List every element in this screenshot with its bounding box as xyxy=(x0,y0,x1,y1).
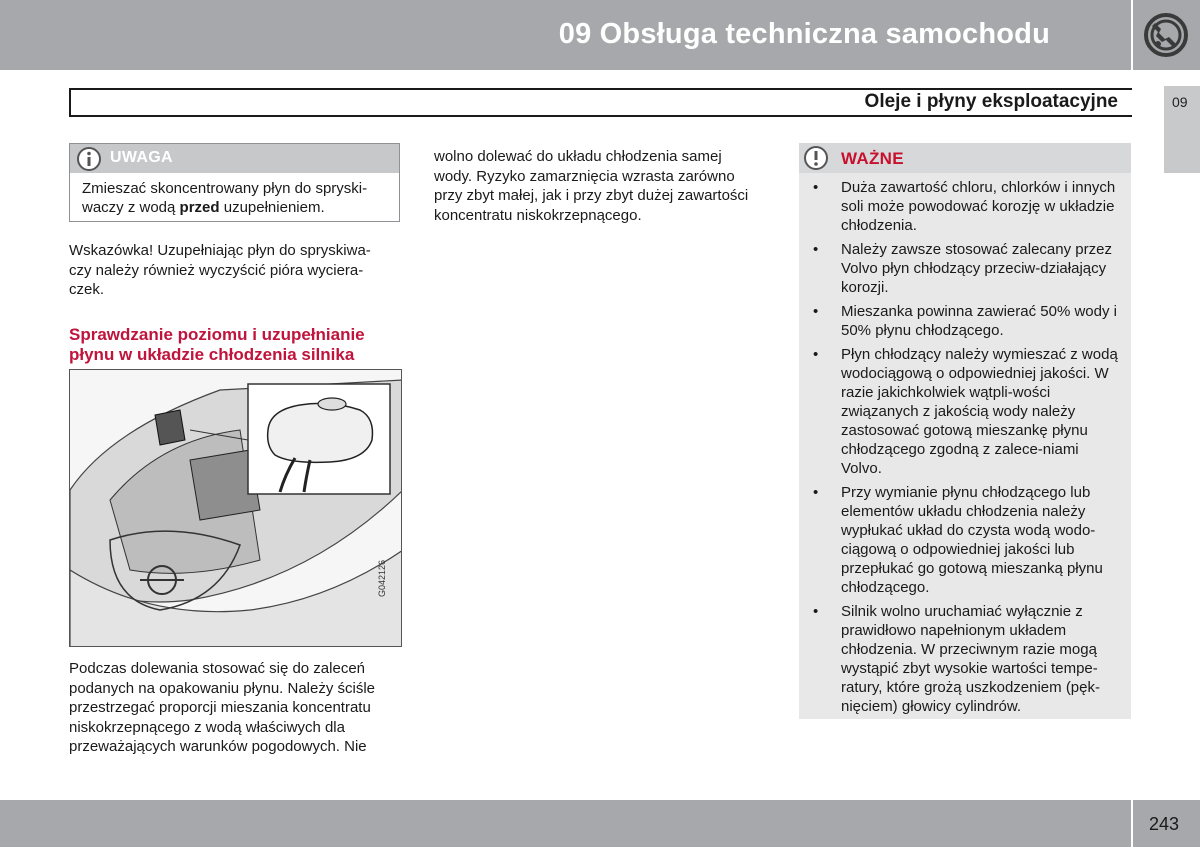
subheading xyxy=(69,325,404,365)
wazne-item: • Mieszanka powinna zawierać 50% wody i 50% płynu chłodzącego. xyxy=(799,302,1119,340)
wazne-item: • Duża zawartość chloru, chlorków i innych soli może powodować korozję w układzie chłodzenia. xyxy=(799,178,1119,235)
footer-bar xyxy=(0,800,1131,847)
side-tab-number: 09 xyxy=(1172,94,1188,110)
wazne-item: • Przy wymianie płynu chłodzącego lub elementów układu chłodzenia należy wypłukać układ do czysta wodą wodo-ciągową o odpowiedniej jakości lub przepłukać go gotową mieszanką płynu chłodzącego. xyxy=(799,483,1119,597)
engine-coolant-figure xyxy=(69,369,402,647)
header-bar xyxy=(0,0,1131,70)
para-line: podanych na opakowaniu płynu. Należy ściśle xyxy=(69,679,376,697)
uwaga-text-after: uzupełnieniem. xyxy=(219,199,325,216)
wazne-item: • Silnik wolno uruchamiać wyłącznie z prawidłowo napełnionym układem chłodzenia. W przeciwnym razie mogą wystąpić zbyt wysokie wartości tempe-ratury, które grożą uszkodzeniem (pęk-nięciem) głowicy cylindrów. xyxy=(799,602,1119,716)
tip-paragraph xyxy=(69,241,404,300)
wazne-list xyxy=(799,173,1131,716)
section-frame xyxy=(69,88,1132,117)
middle-line: przy zbyt małej, jak i przy zbyt dużej zawartości xyxy=(434,187,749,204)
para-line: Podczas dolewania stosować się do zaleceń xyxy=(69,660,366,677)
header-icon-box xyxy=(1133,0,1200,70)
para-line: przeważających warunków pogodowych. Nie xyxy=(69,738,367,755)
engine-bay-illustration xyxy=(70,370,402,647)
uwaga-text-bold: przed xyxy=(179,199,220,216)
exclamation-icon xyxy=(803,145,829,171)
subheading-line: Sprawdzanie poziomu i uzupełnianie xyxy=(69,325,365,344)
wrench-gear-icon xyxy=(1141,11,1191,59)
wazne-warning xyxy=(799,143,1131,719)
wazne-label: WAŻNE xyxy=(841,149,904,168)
middle-line: wody. Ryzyko zamarznięcia wzrasta zarówno xyxy=(434,167,735,185)
page-number: 243 xyxy=(1149,814,1180,834)
uwaga-text-before: Zmieszać skoncentrowany płyn do spryski-waczy z wodą xyxy=(82,180,368,216)
uwaga-label: UWAGA xyxy=(110,149,173,166)
chapter-title: 09 Obsługa techniczna samochodu xyxy=(558,18,1050,50)
subheading-line: płynu w układzie chłodzenia silnika xyxy=(69,345,355,364)
wazne-item: • Płyn chłodzący należy wymieszać z wodą wodociągową o odpowiedniej jakości. W razie jakichkolwiek wątpli-wości związanych z jakością wody należy zastosować gotową mieszankę płynu chłodzącego zgodną z zalece-niami Volvo. xyxy=(799,345,1119,478)
chapter-side-tab xyxy=(1164,86,1200,173)
tip-line: czek. xyxy=(69,281,105,298)
wazne-header xyxy=(799,143,1131,173)
para-line: przestrzegać proporcji mieszania koncentratu xyxy=(69,699,371,716)
info-icon xyxy=(76,146,102,172)
middle-paragraph xyxy=(434,147,779,225)
footer-page-box xyxy=(1133,800,1200,847)
uwaga-text xyxy=(70,173,388,225)
middle-line: wolno dolewać do układu chłodzenia samej xyxy=(434,148,722,165)
uwaga-header xyxy=(70,144,399,173)
figure-code: G042126 xyxy=(377,559,387,597)
tip-line: Wskazówka! Uzupełniając płyn do spryskiwa- xyxy=(69,242,371,259)
section-title: Oleje i płyny eksploatacyjne xyxy=(864,91,1118,112)
dilution-paragraph xyxy=(69,659,404,757)
middle-line: koncentratu niskokrzepnącego. xyxy=(434,206,642,224)
tip-line: czy należy również wyczyścić pióra wyciera- xyxy=(69,261,364,279)
uwaga-note xyxy=(69,143,400,222)
wazne-item: • Należy zawsze stosować zalecany przez Volvo płyn chłodzący przeciw-działający korozji. xyxy=(799,240,1119,297)
para-line: niskokrzepnącego z wodą właściwych dla xyxy=(69,718,345,736)
